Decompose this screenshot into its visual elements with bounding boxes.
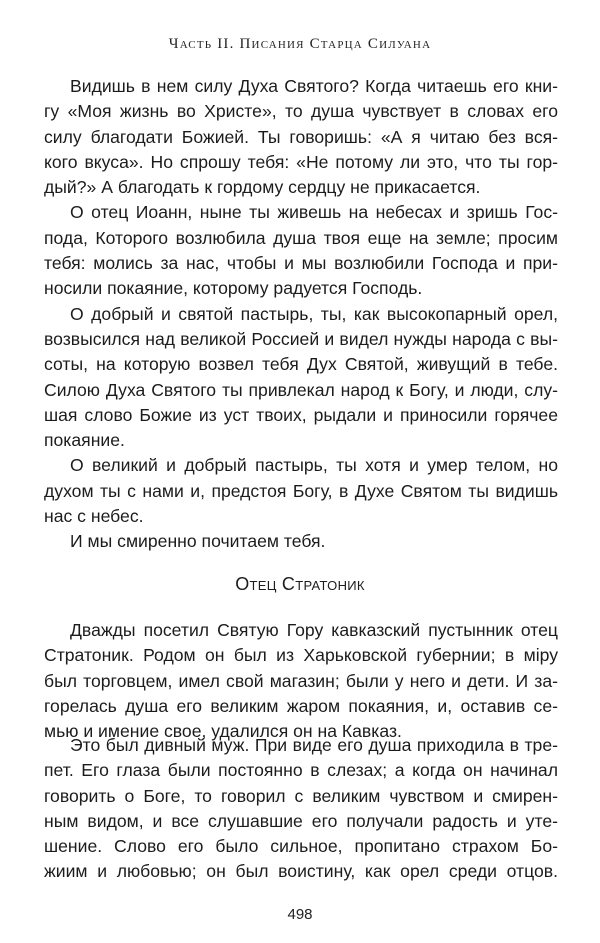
text-line: пода, Которого возлюбила душа твоя еще на земле; просим <box>44 227 558 248</box>
text-line: говорить о Боге, то говорил с великим чувством и смирен- <box>44 785 558 806</box>
text-line: духом ты с нами и, предстоя Богу, в Духе Святом ты видишь <box>44 480 558 501</box>
text-block-stratonik-description <box>44 733 558 885</box>
text-line: Видишь в нем силу Духа Святого? Когда читаешь его кни- <box>70 76 558 96</box>
text-line: покаяние. <box>44 430 125 451</box>
text-line: Стратоник. Родом он был из Харьковской губернии; в міру <box>44 645 558 666</box>
text-line: носили покаяние, которому радуется Господь. <box>44 278 423 299</box>
text-line: шение. Слово его было сильное, пропитано страхом Бо- <box>44 836 558 857</box>
text-line: жиим и любовью; он был воистину, как орел среди отцов. <box>44 861 558 882</box>
text-line: Силою Духа Святого ты привлекал народ к Богу, и люди, слу- <box>44 379 558 400</box>
text-line: нас с небес. <box>44 506 144 527</box>
text-line: О отец Иоанн, ныне ты живешь на небесах и зришь Гос- <box>70 202 558 223</box>
text-line: был торговцем, имел свой магазин; были у него и дети. И за- <box>44 670 558 691</box>
text-line: горелась душа его великим жаром покаяния, и, оставив се- <box>44 695 558 716</box>
text-line: Это был дивный муж. При виде его душа приходила в тре- <box>70 735 558 755</box>
text-line: О великий и добрый пастырь, ты хотя и умер телом, но <box>70 455 558 476</box>
text-line: мью и имение свое, удалился он на Кавказ. <box>44 721 402 742</box>
page-number: 498 <box>287 906 313 923</box>
section-title: Отец Стратоник <box>235 574 365 594</box>
text-line: ным видом, и все слушавшие его получали радость и уте- <box>44 810 558 831</box>
text-line: дый?» А благодать к гордому сердцу не прикасается. <box>44 177 481 198</box>
text-line: тебя: молись за нас, чтобы и мы возлюбили Господа и при- <box>44 253 558 274</box>
text-line: возвысился над великой Россией и видел нужды народа с вы- <box>44 328 558 349</box>
text-line: пет. Его глаза были постоянно в слезах; а когда он начинал <box>44 760 558 781</box>
text-line: О добрый и святой пастырь, ты, как высокопарный орел, <box>70 303 558 324</box>
text-line: гу «Моя жизнь во Христе», то душа чувствует в словах его <box>44 101 558 122</box>
text-block-stratonik-intro <box>44 618 558 744</box>
running-head: Часть II. Писания Старца Силуана <box>168 36 432 52</box>
text-line: силу благодати Божией. Ты говоришь: «А я читаю без вся- <box>44 126 558 147</box>
text-line: кого вкуса». Но спрошу тебя: «Не потому ли это, что ты гор- <box>44 151 558 172</box>
text-block-elder-john <box>44 74 558 555</box>
text-line: шая слово Божие из уст твоих, рыдали и приносили горячее <box>44 404 558 425</box>
text-line: И мы смиренно почитаем тебя. <box>70 531 326 552</box>
text-line: Дважды посетил Святую Гору кавказский пустынник отец <box>70 620 558 640</box>
text-line: соты, на которую возвел тебя Дух Святой, живущий в тебе. <box>44 354 558 375</box>
